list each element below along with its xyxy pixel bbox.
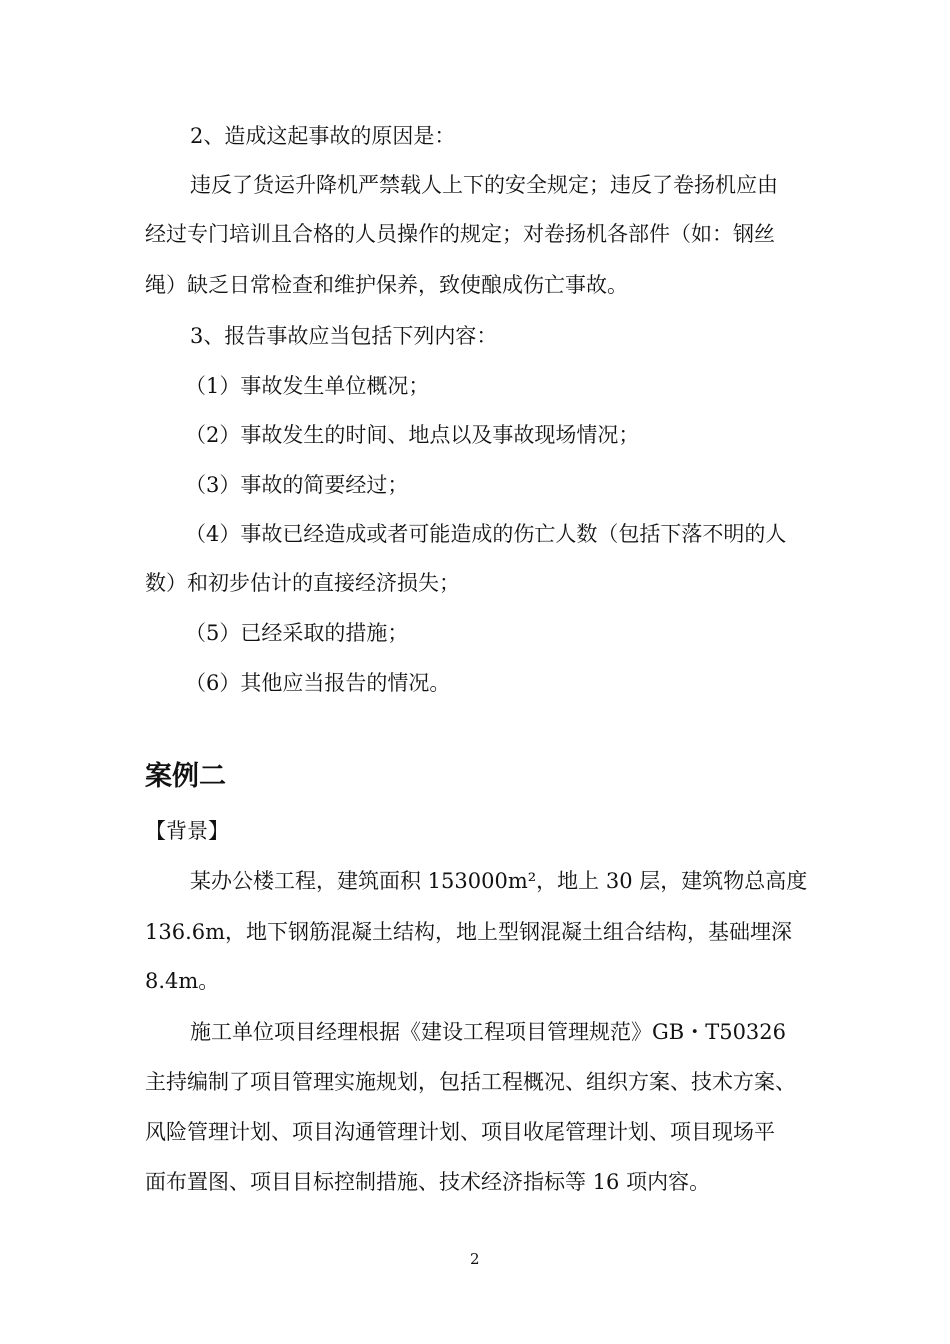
report-item-1: （1）事故发生单位概况； xyxy=(185,374,430,398)
report-item-4: （4）事故已经造成或者可能造成的伤亡人数（包括下落不明的人 xyxy=(185,522,787,546)
case2-title: 案例二 xyxy=(145,761,226,792)
cause-line-1: 违反了货运升降机严禁载人上下的安全规定；违反了卷扬机应由 xyxy=(190,173,778,197)
report-heading: 3、报告事故应当包括下列内容： xyxy=(190,324,498,348)
page-number: 2 xyxy=(470,1250,480,1268)
background-label: 【背景】 xyxy=(145,819,229,843)
cause-heading: 2、造成这起事故的原因是： xyxy=(190,124,456,148)
para1-line-1: 某办公楼工程，建筑面积 153000m²，地上 30 层，建筑物总高度 xyxy=(190,869,808,893)
report-item-2: （2）事故发生的时间、地点以及事故现场情况； xyxy=(185,423,640,447)
para2-line-4: 面布置图、项目目标控制措施、技术经济指标等 16 项内容。 xyxy=(145,1170,711,1194)
para1-line-3: 8.4m。 xyxy=(145,969,220,993)
cause-line-2: 经过专门培训且合格的人员操作的规定；对卷扬机各部件（如：钢丝 xyxy=(145,222,775,246)
report-item-3: （3）事故的简要经过； xyxy=(185,473,409,497)
report-item-4-cont: 数）和初步估计的直接经济损失； xyxy=(145,571,460,595)
report-item-5: （5）已经采取的措施； xyxy=(185,621,409,645)
para2-line-3: 风险管理计划、项目沟通管理计划、项目收尾管理计划、项目现场平 xyxy=(145,1120,775,1144)
para1-line-2: 136.6m，地下钢筋混凝土结构，地上型钢混凝土组合结构，基础埋深 xyxy=(145,920,793,944)
para2-line-1: 施工单位项目经理根据《建设工程项目管理规范》GB・T50326 xyxy=(190,1020,787,1044)
para2-line-2: 主持编制了项目管理实施规划，包括工程概况、组织方案、技术方案、 xyxy=(145,1070,796,1094)
report-item-6: （6）其他应当报告的情况。 xyxy=(185,671,451,695)
cause-line-3: 绳）缺乏日常检查和维护保养，致使酿成伤亡事故。 xyxy=(145,273,628,297)
